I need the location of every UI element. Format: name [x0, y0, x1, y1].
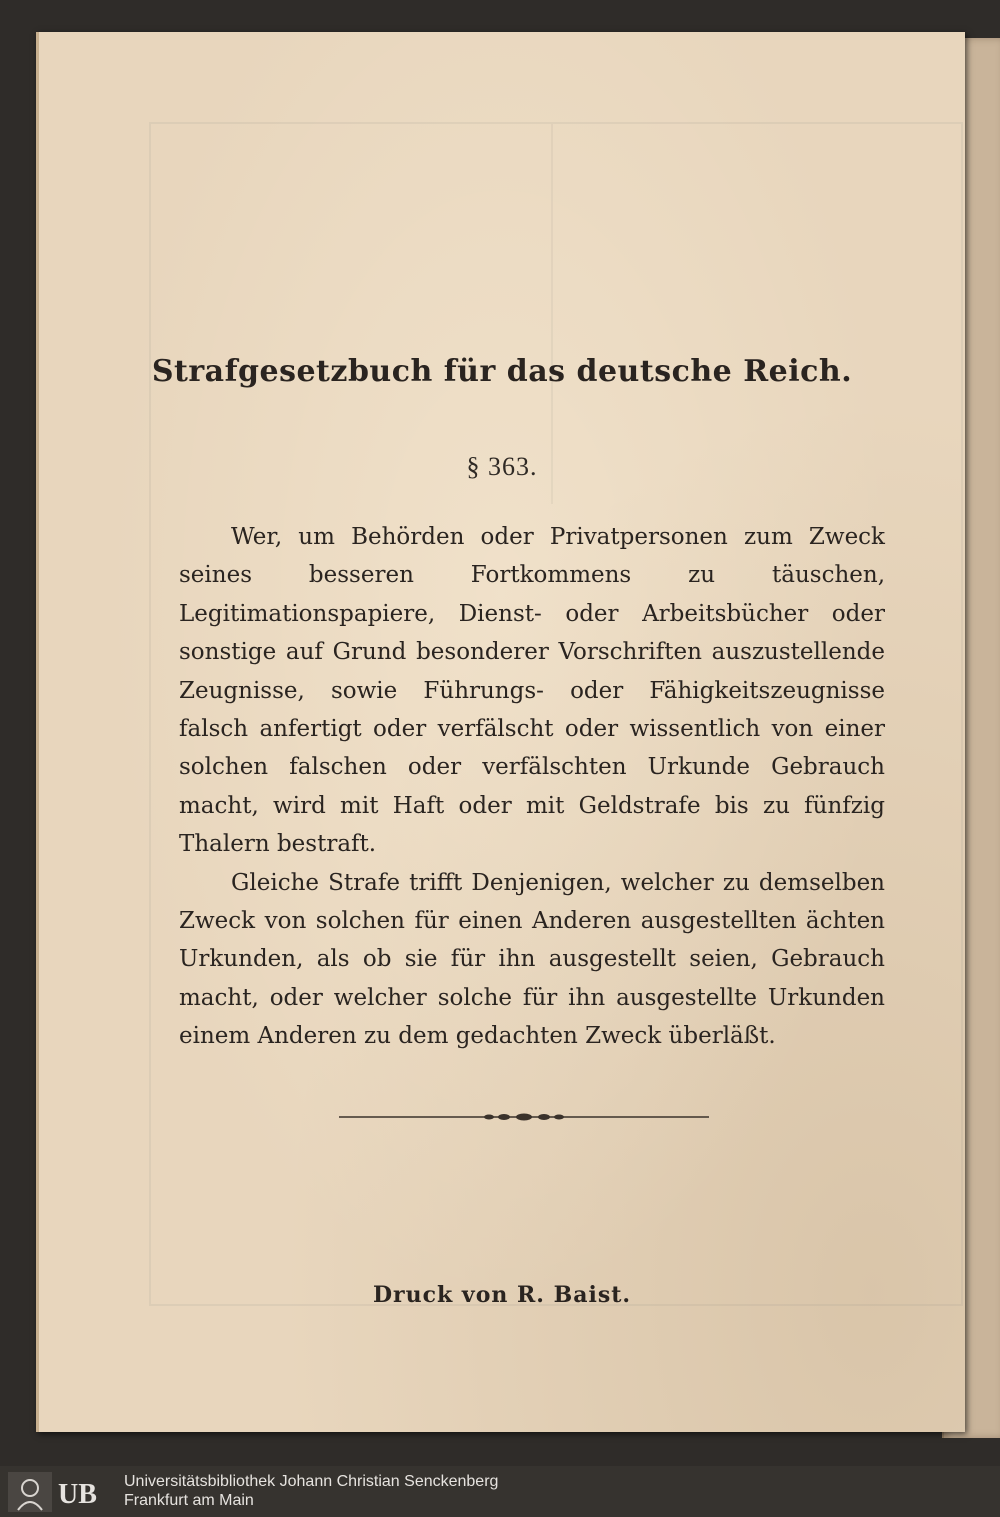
library-footer [0, 1466, 1000, 1517]
svg-text:UB: UB [58, 1479, 97, 1510]
paragraph-2: Gleiche Strafe trifft Denjenigen, welcher zu demselben Zweck von solchen für einen Anderen ausgestellten ächten Urkunden, als ob sie für ihn ausgestellt seien, Gebrauch macht, oder welcher solche für ihn ausgestellte Urkunden einem Anderen zu dem gedachten Zweck überläßt. [179, 869, 885, 1050]
ornament-rule [339, 1110, 709, 1124]
law-text [179, 518, 885, 1056]
paragraph-1: Wer, um Behörden oder Privatpersonen zum Zweck seines besseren Fortkommens zu täuschen, Legitimationspapiere, Dienst- oder Arbeitsbücher oder sonstige auf Grund besonderer Vorschriften auszustellende Zeugnisse, sowie Führungs- oder Fähigkeitszeugnisse falsch anfertigt oder verfälscht oder wissentlich von einer solchen falschen oder verfälschten Urkunde Gebrauch macht, wird mit Haft oder mit Geldstrafe bis zu fünfzig Thalern bestraft. [179, 524, 885, 858]
page-title: Strafgesetzbuch für das deutsche Reich. [151, 354, 853, 389]
footer-line-2: Frankfurt am Main [124, 1492, 254, 1509]
section-number: § 363. [466, 452, 538, 481]
ub-logo-icon [8, 1472, 116, 1512]
footer-line-1: Universitätsbibliothek Johann Christian Senckenberg [124, 1473, 499, 1490]
printer-imprint: Druck von R. Baist. [372, 1282, 632, 1308]
footer-institution [124, 1472, 498, 1510]
document-page [36, 32, 965, 1432]
